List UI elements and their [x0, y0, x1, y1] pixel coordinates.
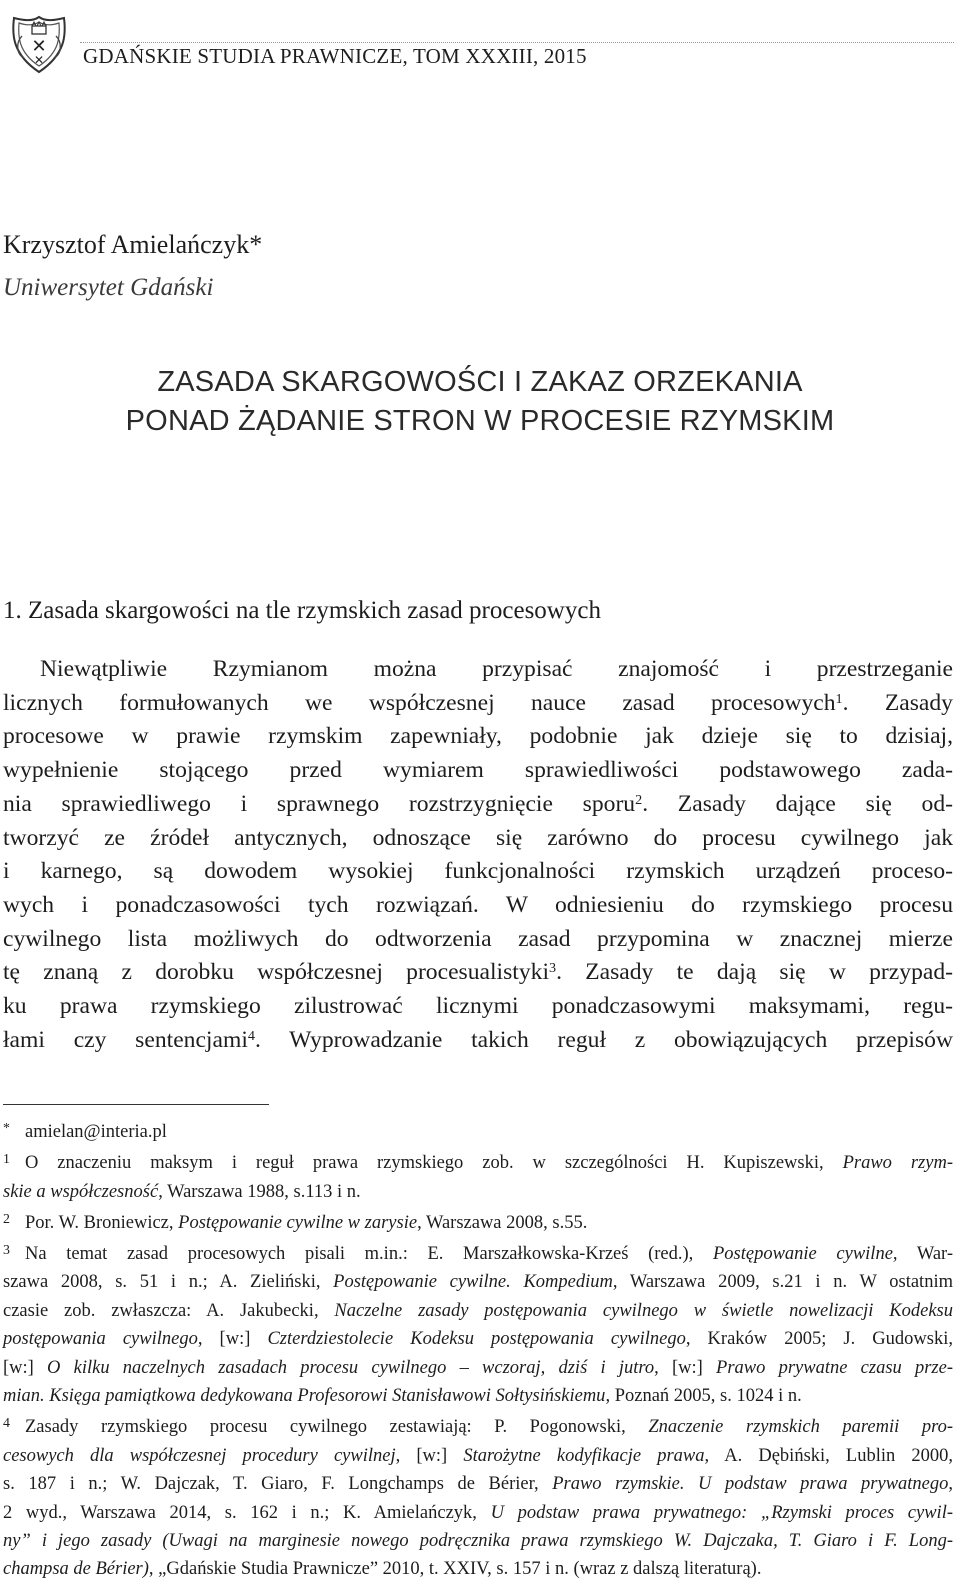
svg-text:✕: ✕ [33, 53, 45, 67]
title-line-2: PONAD ŻĄDANIE STRON W PROCESIE RZYMSKIM [125, 405, 835, 437]
footnote-1-cont: skie a współczesność, Warszawa 1988, s.113 i n. [3, 1181, 361, 1202]
section-heading: 1. Zasada skargowości na tle rzymskich zasad procesowych [3, 597, 601, 624]
header-rule [80, 42, 954, 43]
footnote-divider [3, 1104, 269, 1105]
body-line: licznych formułowanych we współczesnej nauce zasad procesowych$^1$. Zasady [3, 689, 953, 716]
footnote-ref[interactable]: 2 [635, 791, 643, 808]
footnote-3: 3 Na temat zasad procesowych pisali m.in.: E. Marszałkowska-Krześ (red.), Postępowanie cywilne, War- [3, 1243, 954, 1264]
footnote-4-cont: champsa de Bérier), „Gdańskie Studia Prawnicze” 2010, t. XXIV, s. 157 i n. (wraz z dalszą literaturą). [3, 1559, 762, 1580]
footnotes [3, 1115, 953, 1584]
footnote-3-cont: [w:] O kilku naczelnych zasadach procesu cywilnego – wczoraj, dziś i jutro, [w:] Prawo prywatne czasu prze- [3, 1357, 953, 1378]
body-text [3, 653, 953, 1057]
body-line: procesowe w prawie rzymskim zapewniały, podobnie jak dzieje się to dzisiaj, [3, 723, 953, 750]
footnote-4-cont: ny” i jego zasady (Uwagi na marginesie nowego podręcznika prawa rzymskiego W. Dajczaka, T. Giaro i F. Long- [3, 1530, 953, 1551]
body-line: nia sprawiedliwego i sprawnego rozstrzygnięcie sporu$^2$. Zasady dające się od- [3, 790, 953, 817]
footnote-3-cont: szawa 2008, s. 51 i n.; A. Zieliński, Postępowanie cywilne. Kompedium, Warszawa 2009, s.21 i n. W ostatnim [3, 1272, 953, 1293]
author-name: Krzysztof Amielańczyk* [3, 230, 263, 259]
journal-title: GDAŃSKIE STUDIA PRAWNICZE, TOM XXXIII, 2015 [83, 44, 587, 68]
footnote-4: 4 Zasady rzymskiego procesu cywilnego zestawiają: P. Pogonowski, Znaczenie rzymskich paremii pro- [3, 1416, 954, 1438]
footnote-4-cont: 2 wyd., Warszawa 2014, s. 162 i n.; K. Amielańczyk, U podstaw prawa prywatnego: „Rzymski proces cywil- [3, 1502, 953, 1523]
footnote-3-cont: czasie zob. zwłaszcza: A. Jakubecki, Naczelne zasady postępowania cywilnego w świetle nowelizacji Kodeksu [3, 1300, 953, 1321]
footnote-1: 1 O znaczeniu maksym i reguł prawa rzymskiego zob. w szczególności H. Kupiszewski, Prawo rzym- [3, 1152, 953, 1174]
coat-of-arms-icon [6, 14, 72, 76]
page-header [6, 14, 954, 76]
footnote-4-cont: s. 187 i n.; W. Dajczak, T. Giaro, F. Longchamps de Bérier, Prawo rzymskie. U podstaw prawa prywatnego, [3, 1474, 954, 1495]
body-line: łami czy sentencjami$^4$. Wyprowadzanie takich reguł z obowiązujących przepisów [3, 1026, 953, 1053]
title-line-1: ZASADA SKARGOWOŚCI I ZAKAZ ORZEKANIA [157, 366, 803, 398]
body-line: wypełnienie stojącego przed wymiarem sprawiedliwości podstawowego zada- [3, 757, 953, 784]
body-line: i karnego, są dowodem wysokiej funkcjonalności rzymskich urządzeń proceso- [3, 858, 953, 885]
body-line: Niewątpliwie Rzymianom można przypisać znajomość i przestrzeganie [40, 656, 953, 682]
author-email[interactable]: amielan@interia.pl [25, 1121, 167, 1142]
body-line: tworzyć ze źródeł antycznych, odnoszące się zarówno do procesu cywilnego jak [3, 824, 953, 851]
body-line: cywilnego lista możliwych do odtworzenia zasad przypomina w znacznej mierze [3, 925, 953, 952]
body-line: tę znaną z dorobku współczesnej procesualistyki$^3$. Zasady te dają się w przypad- [3, 959, 953, 986]
body-line: ku prawa rzymskiego zilustrować licznymi ponadczasowymi maksymami, regu- [3, 993, 953, 1020]
svg-text:✕: ✕ [31, 36, 47, 57]
author-affiliation: Uniwersytet Gdański [3, 274, 214, 301]
footnote-2: 2 Por. W. Broniewicz, Postępowanie cywilne w zarysie, Warszawa 2008, s.55. [3, 1211, 588, 1233]
article-title [0, 363, 960, 441]
footnote-star: * amielan@interia.pl [3, 1121, 167, 1142]
footnote-4-cont: cesowych dla współczesnej procedury cywilnej, [w:] Starożytne kodyfikacje prawa, A. Dębiński, Lublin 2000, [3, 1445, 953, 1466]
footnote-ref[interactable]: 4 [247, 1027, 255, 1044]
body-line: wych i ponadczasowości tych rozwiązań. W odniesieniu do rzymskiego procesu [3, 891, 953, 918]
footnote-3-cont: postępowania cywilnego, [w:] Czterdziestolecie Kodeksu postępowania cywilnego, Kraków 2005; J. Gudowski, [3, 1329, 953, 1350]
footnote-3-cont: mian. Księga pamiątkowa dedykowana Profesorowi Stanisławowi Sołtysińskiemu, Poznań 2005, s. 1024 i n. [3, 1386, 802, 1407]
footnote-ref[interactable]: 3 [549, 960, 557, 977]
footnote-ref[interactable]: 1 [835, 690, 843, 707]
